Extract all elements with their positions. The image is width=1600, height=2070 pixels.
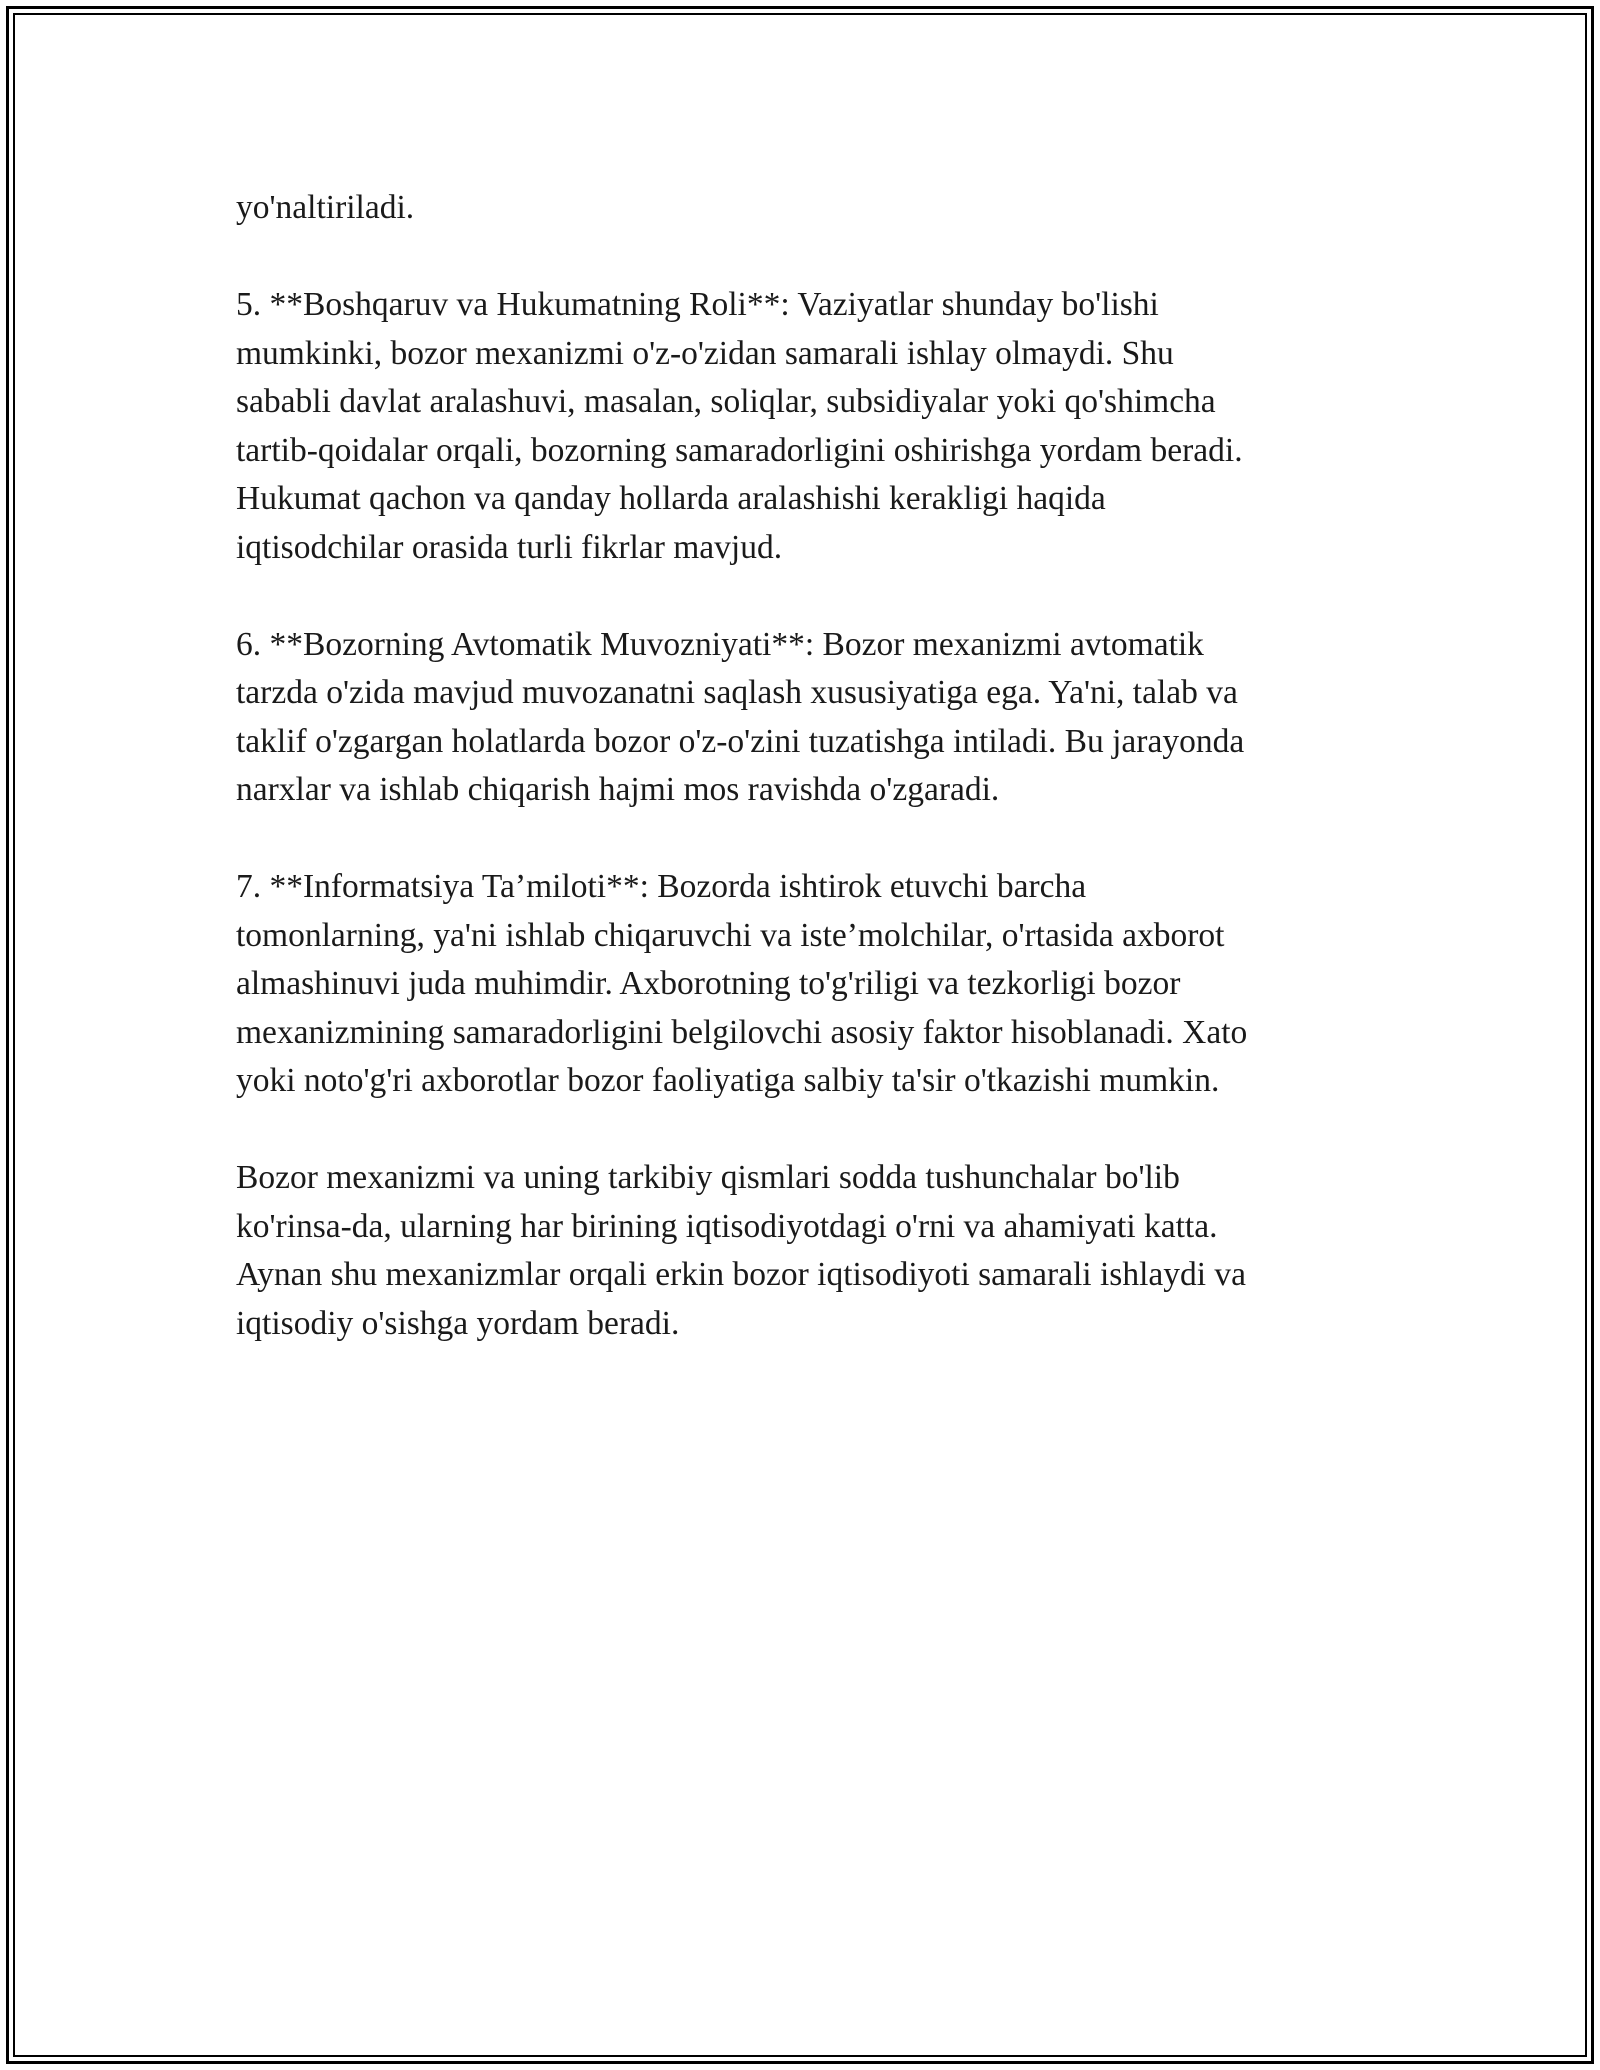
- paragraph-item-6: 6. **Bozorning Avtomatik Muvozniyati**: Bozor mexanizmi avtomatik tarzda o'zida mavjud muvozanatni saqlash xususiyatiga ega. Ya'ni, talab va taklif o'zgargan holatlarda bozor o'z-o'zini tuzatishga intiladi. Bu jarayonda narxlar va ishlab chiqarish hajmi mos ravishda o'zgaradi.: [236, 625, 1245, 808]
- paragraph-item-7: 7. **Informatsiya Ta’miloti**: Bozorda ishtirok etuvchi barcha tomonlarning, ya'ni ishlab chiqaruvchi va iste’molchilar, o'rtasida axborot almashinuvi juda muhimdir. Axborotning to'g'riligi va tezkorligi bozor mexanizmining samaradorligini belgilovchi asosiy faktor hisoblanadi. Xato yoki noto'g'ri axborotlar bozor faoliyatiga salbiy ta'sir o'tkazishi mumkin.: [236, 868, 1248, 1099]
- paragraph-item-5: 5. **Boshqaruv va Hukumatning Roli**: Vaziyatlar shunday bo'lishi mumkinki, bozor mexanizmi o'z-o'zidan samarali ishlay olmaydi. Shu sababli davlat aralashuvi, masalan, soliqlar, subsidiyalar yoki qo'shimcha tartib-qoidalar orqali, bozorning samaradorligini oshirishga yordam beradi. Hukumat qachon va qanday hollarda aralashishi kerakligi haqida iqtisodchilar orasida turli fikrlar mavjud.: [236, 286, 1243, 566]
- paragraph-continuation: yo'naltiriladi.: [236, 189, 415, 226]
- document-body: [236, 184, 1366, 1397]
- paragraph-conclusion: Bozor mexanizmi va uning tarkibiy qismlari sodda tushunchalar bo'lib ko'rinsa-da, ularning har birining iqtisodiyotdagi o'rni va ahamiyati katta. Aynan shu mexanizmlar orqali erkin bozor iqtisodiyoti samarali ishlaydi va iqtisodiy o'sishga yordam beradi.: [236, 1159, 1247, 1342]
